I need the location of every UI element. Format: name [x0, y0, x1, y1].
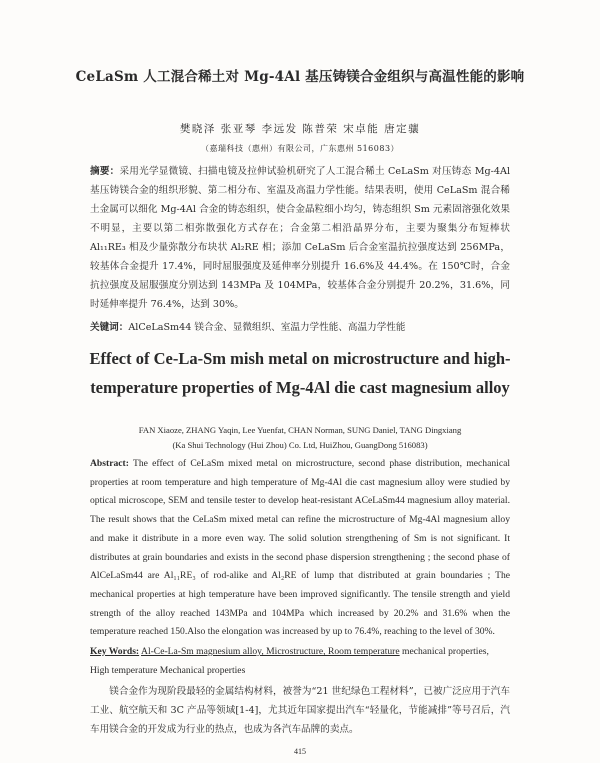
- chinese-abstract-text: 采用光学显微镜、扫描电镜及拉伸试验机研究了人工混合稀土 CeLaSm 对压铸态 Mg-4Al 基压铸镁合金的组织形貌、第二相分布、室温及高温力学性能。结果表明，使用 CeLaSm 混合稀土金属可以细化 Mg-4Al 合金的铸态组织，使合金晶粒细小均匀，铸态组织 Sm 元素固溶强化效果不明显，主要以第二相弥散强化方式存在；合金第二相沿晶界分布，主要为聚集分布短棒状 Al₁₁RE₃ 相及少量弥散分布块状 Al₂RE 相；添加 CeLaSm 后合金室温抗拉强度达到 256MPa，较基体合金提升 17.4%，同时屈服强度及延伸率分别提升 16.6%及 44.4%。在 150℃时，合金抗拉强度及屈服强度分别达到 143MPa 及 104MPa，较基体合金分别提升 20.2%，31.6%，同时延伸率提升 76.4%，达到 30%。: [90, 166, 511, 310]
- english-abstract-text: The effect of CeLaSm mixed metal on microstructure, second phase distribution, mechanical properties at room temperature and high temperature of Mg-4Al die cast magnesium alloy were studied by optical microscope, SEM and tensile tester to develop heat-resistant ACeLaSm44 magnesium alloy material. The result shows that the CeLaSm mixed metal can refine the microstructure of Mg-4Al magnesium alloy and make it distribute in a more even way. The solid solution strengthening of Sm is not significant. It distributes at grain boundaries and exists in the second phase dispersion strengthening ; the second phase of AlCeLaSm44 are Al₁₁RE₃ of rod-alike and Al₂RE of lump that distributed at grain boundaries ; The mechanical properties at high temperature have been improved significantly. The tensile strength and yield strength of the alloy reached 143MPa and 104MPa which increased by 20.2% and 31.6% when the temperature reached 150.Also the elongation was increased by up to 76.4%, reaching to the level of 30%.: [90, 458, 510, 638]
- english-keywords-underlined: Al-Ce-La-Sm magnesium alloy, Microstructure, Room temperature: [141, 646, 400, 657]
- english-abstract: [90, 455, 510, 642]
- english-abstract-label: Abstract:: [90, 458, 129, 469]
- chinese-abstract-label: 摘要：: [90, 166, 120, 177]
- chinese-keywords: [90, 319, 510, 333]
- english-affiliation: (Ka Shui Technology (Hui Zhou) Co. Ltd, HuiZhou, GuangDong 516083): [172, 440, 428, 450]
- chinese-keywords-text: AlCeLaSm44 镁合金、显微组织、室温力学性能、高温力学性能: [128, 322, 406, 333]
- chinese-keywords-label: 关键词：: [90, 322, 129, 333]
- english-keywords-rest: mechanical properties, High temperature Mechanical properties: [90, 646, 489, 676]
- chinese-title: CeLaSm 人工混合稀土对 Mg-4Al 基压铸镁合金组织与高温性能的影响: [75, 69, 525, 85]
- english-title: Effect of Ce-La-Sm mish metal on microstructure and high-temperature properties of Mg-4Al die cast magnesium alloy: [89, 349, 511, 397]
- page-number: 415: [294, 747, 306, 756]
- english-authors: FAN Xiaoze, ZHANG Yaqin, Lee Yuenfat, CHAN Norman, SUNG Daniel, TANG Dingxiang: [138, 425, 462, 435]
- chinese-abstract: [90, 162, 510, 314]
- chinese-authors: 樊晓泽 张亚琴 李远发 陈普荣 宋卓能 唐定骧: [179, 123, 421, 135]
- english-keywords: [90, 643, 510, 680]
- english-keywords-label: Key Words:: [90, 646, 140, 657]
- intro-paragraph: 镁合金作为现阶段最轻的金属结构材料，被誉为“21 世纪绿色工程材料”，已被广泛应用于汽车工业、航空航天和 3C 产品等领域[1-4]，尤其近年国家提出汽车“轻量化，节能减排”等号召后，汽车用镁合金的开发成为行业的热点，也成为各汽车品牌的卖点。: [90, 686, 510, 735]
- chinese-affiliation: （嘉瑞科技（惠州）有限公司，广东惠州 516083）: [200, 144, 400, 153]
